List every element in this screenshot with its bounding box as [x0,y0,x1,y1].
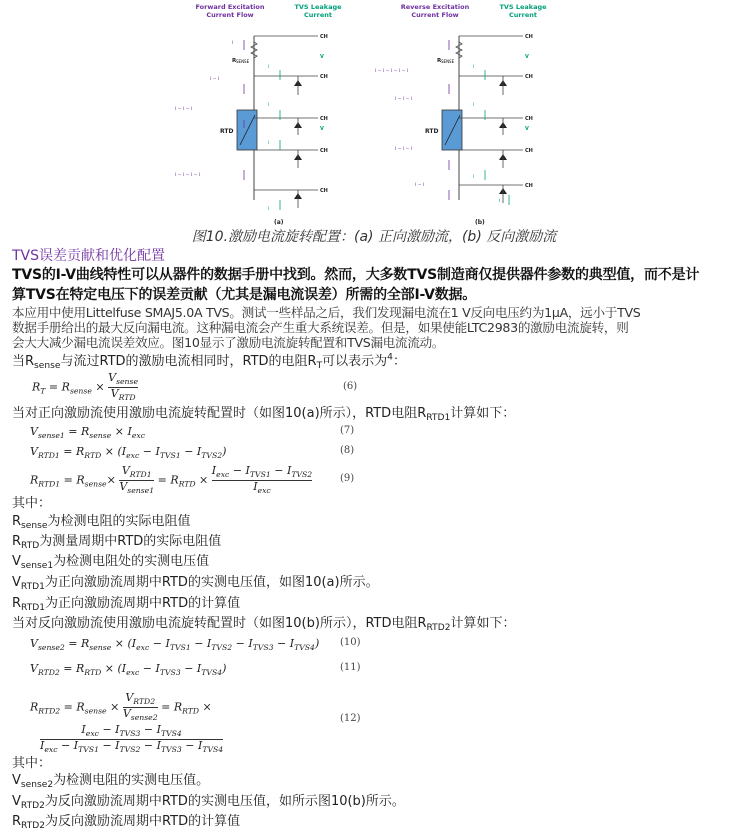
equation-9: $R_{RTD1} = R_{sense}\times$ $\frac{V_{RTD1}}{V_{sense1}}$ = $R_{RTD}$ × $\frac{I_{exc} - I_{TVS1} - I_{TVS2}}{I_{exc}}$ [30,464,313,495]
eq10-number: (10) [340,637,361,648]
svg-text:I: I [268,141,270,146]
svg-text:I − I − I: I − I − I [175,107,193,112]
eq9-number: (9) [340,473,355,484]
def-rrtd: $R_{RTD}$为测量周期中RTD的实际电阻值 [12,534,222,551]
svg-text:I: I [268,103,270,108]
svg-text:I: I [473,65,475,70]
svg-text:R: R [437,58,442,64]
svg-text:SENSE: SENSE [236,59,250,64]
svg-text:I − I: I − I [210,77,220,82]
figure-caption: 图10.激励电流旋转配置：(a) 正向激励流，(b) 反向激励流 [191,229,557,245]
eq8-number: (8) [340,445,355,456]
svg-text:Current Flow: Current Flow [206,11,254,19]
para2-line3: 会大大减少漏电流误差效应。图10显示了激励电流旋转配置和TVS漏电流流动。 [12,335,445,350]
para1-line1: TVS的I-V曲线特性可以从器件的数据手册中找到。然而，大多数TVS制造商仅提供器件参数的典型值，而不是计 [12,267,700,283]
svg-text:I − I − I − I: I − I − I − I [175,173,201,178]
svg-text:I: I [473,103,475,108]
svg-text:CH: CH [320,148,328,154]
equation-7: $V_{sense1} = R_{sense} \times I_{exc}$ [30,425,146,440]
para2-line2: 数据手册给出的最大反向漏电流。这种漏电流会产生重大系统误差。但是，如果使能LTC2983的激励电流旋转，则 [12,320,629,335]
svg-text:CH: CH [525,148,533,154]
def-vsense2: $V_{sense2}$为检测电阻的实测电压值。 [12,773,210,790]
reverse-intro-line: 当对反向激励流使用激励电流旋转配置时（如图10(b)所示），RTD电阻$R_{RTD2}$计算如下： [12,616,516,633]
para1-line2: 算TVS在特定电压下的误差贡献（尤其是漏电流误差）所需的全部I-V数据。 [12,287,477,303]
svg-text:Current Flow: Current Flow [411,11,459,19]
svg-text:V: V [525,126,529,132]
b-reverse-title: Reverse Excitation [400,3,470,11]
svg-text:I: I [268,207,270,212]
a-forward-title: Forward Excitation [195,3,265,11]
forward-intro-line: 当对正向激励流使用激励电流旋转配置时（如图10(a)所示），RTD电阻$R_{RTD1}$计算如下： [12,406,516,423]
svg-text:CH: CH [320,188,328,194]
eq6-number: (6) [343,381,358,392]
equation-8: $V_{RTD1} = R_{RTD} \times (I_{exc} - I_{TVS1} - I_{TVS2})$ [30,445,227,460]
svg-text:I: I [232,41,234,46]
panel-b-reverse [375,3,547,226]
svg-text:RTD: RTD [220,128,234,135]
svg-text:CH: CH [320,74,328,80]
svg-text:CH: CH [525,116,533,122]
label-a: (a) [274,219,284,226]
a-rtd-box [237,110,257,150]
excitation-current-rotation-figure [170,0,580,228]
def-rrtd2: $R_{RTD2}$为反向激励流周期中RTD的计算值 [12,814,241,831]
def-vrtd1: $V_{RTD1}$为正向激励流周期中RTD的实测电压值，如图10(a)所示。 [12,575,379,592]
b-rtd-box [442,110,462,150]
svg-text:CH: CH [525,183,533,189]
svg-text:V: V [525,54,529,60]
svg-text:SENSE: SENSE [441,59,455,64]
svg-text:I: I [268,65,270,70]
svg-text:CH: CH [320,116,328,122]
equation-12-line2: $\frac{I_{exc} - I_{TVS3} - I_{TVS4}}{I_{exc} - I_{TVS1} - I_{TVS2} - I_{TVS3} - I_{TVS4}}$ [40,723,224,754]
svg-text:CH: CH [525,34,533,40]
para2-line1: 本应用中使用Littelfuse SMAJ5.0A TVS。测试一些样品之后，我们发现漏电流在1 V反向电压约为1μA，远小于TVS [12,305,641,320]
svg-text:V: V [320,54,324,60]
def-vsense1: $V_{sense1}$为检测电阻处的实测电压值 [12,554,210,571]
a-leakage-title: TVS Leakage [294,3,342,11]
rt-intro-line: 当$R_{sense}$与流过RTD的激励电流相同时，RTD的电阻$R_T$可以表示为$^4$： [12,352,406,371]
equation-10: $V_{sense2} = R_{sense} \times (I_{exc} - I_{TVS1} - I_{TVS2} - I_{TVS3} - I_{TVS4})$ [30,637,320,652]
where-label-1: 其中： [12,496,52,511]
svg-text:I − I: I − I [415,183,425,188]
equation-12-line1: $R_{RTD2} = R_{sense}$ × $\frac{V_{RTD2}}{V_{sense2}}$ = $R_{RTD}$ × [30,691,212,722]
def-rsense: $R_{sense}$为检测电阻的实际电阻值 [12,514,191,531]
equation-11: $V_{RTD2} = R_{RTD} \times (I_{exc} - I_{TVS3} - I_{TVS4})$ [30,662,227,677]
def-rrtd1: $R_{RTD1}$为正向激励流周期中RTD的计算值 [12,596,241,613]
svg-text:Current: Current [304,11,332,19]
panel-a-forward [175,3,342,226]
svg-text:I − I − I: I − I − I [395,147,413,152]
svg-text:V: V [320,126,324,132]
b-leakage-title: TVS Leakage [499,3,547,11]
svg-text:I − I − I − I − I: I − I − I − I − I [375,69,409,74]
def-vrtd2: $V_{RTD2}$为反向激励流周期中RTD的实测电压值，如所示图10(b)所示。 [12,794,405,811]
svg-text:R: R [232,58,237,64]
eq11-number: (11) [340,662,361,673]
svg-text:I − I − I: I − I − I [395,97,413,102]
label-b: (b) [475,219,485,226]
equation-6: $R_T = R_{sense}$ × $\frac{V_{sense}}{V_{RTD}}$ [32,371,139,402]
svg-text:CH: CH [320,34,328,40]
svg-text:Current: Current [509,11,537,19]
where-label-2: 其中： [12,756,52,771]
svg-text:I: I [473,175,475,180]
eq12-number: (12) [340,713,361,724]
eq7-number: (7) [340,425,355,436]
svg-text:CH: CH [525,74,533,80]
svg-text:RTD: RTD [425,128,439,135]
section-heading: TVS误差贡献和优化配置 [12,248,166,264]
svg-text:I: I [499,199,501,204]
